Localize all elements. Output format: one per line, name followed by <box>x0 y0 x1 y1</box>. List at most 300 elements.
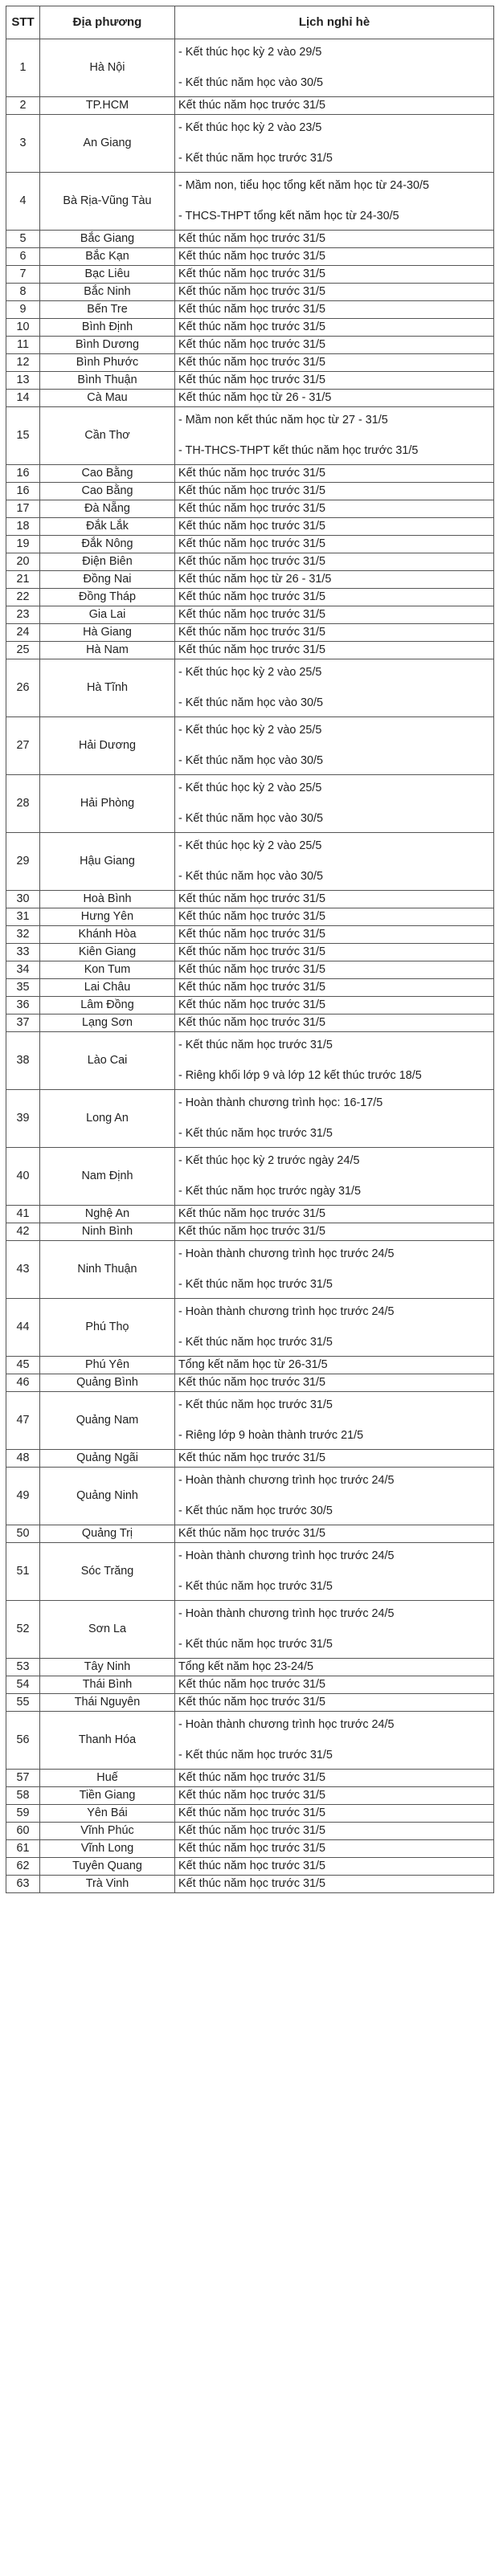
row-schedule <box>175 979 494 997</box>
row-stt: 32 <box>6 926 40 944</box>
row-stt: 21 <box>6 571 40 589</box>
row-schedule <box>175 717 494 775</box>
schedule-line: - Kết thúc học kỳ 2 vào 25/5 <box>178 666 322 680</box>
schedule-line: - Kết thúc năm học vào 30/5 <box>178 811 323 825</box>
table-row <box>6 1450 494 1468</box>
row-schedule <box>175 1241 494 1299</box>
row-stt: 44 <box>6 1299 40 1357</box>
row-locality: Ninh Bình <box>40 1223 175 1241</box>
row-locality: Bắc Ninh <box>40 284 175 301</box>
row-locality: Vĩnh Long <box>40 1840 175 1858</box>
table-row <box>6 1148 494 1206</box>
row-schedule <box>175 115 494 173</box>
row-schedule <box>175 1014 494 1032</box>
row-stt: 60 <box>6 1823 40 1840</box>
row-locality: Quảng Bình <box>40 1374 175 1392</box>
row-stt: 49 <box>6 1468 40 1525</box>
row-schedule <box>175 571 494 589</box>
schedule-line: - Hoàn thành chương trình học trước 24/5 <box>178 1718 395 1732</box>
row-locality: An Giang <box>40 115 175 173</box>
row-stt: 23 <box>6 606 40 624</box>
table-row <box>6 465 494 483</box>
schedule-line: Kết thúc năm học từ 26 - 31/5 <box>178 390 332 404</box>
row-locality: Sơn La <box>40 1601 175 1659</box>
schedule-line: - THCS-THPT tổng kết năm học từ 24-30/5 <box>178 209 399 222</box>
table-row <box>6 944 494 961</box>
schedule-line: Kết thúc năm học trước 31/5 <box>178 1770 326 1784</box>
row-locality: Bạc Liêu <box>40 266 175 284</box>
table-row <box>6 337 494 354</box>
table-row <box>6 1823 494 1840</box>
table-row <box>6 248 494 266</box>
schedule-line: - Hoàn thành chương trình học: 16-17/5 <box>178 1096 383 1110</box>
row-locality: TP.HCM <box>40 97 175 115</box>
table-row <box>6 284 494 301</box>
table-row <box>6 1676 494 1694</box>
row-schedule <box>175 926 494 944</box>
row-stt: 34 <box>6 961 40 979</box>
table-row <box>6 1712 494 1770</box>
row-schedule <box>175 1659 494 1676</box>
row-stt: 12 <box>6 354 40 372</box>
row-schedule <box>175 606 494 624</box>
row-schedule <box>175 518 494 536</box>
row-locality: Kiên Giang <box>40 944 175 961</box>
table-row <box>6 1858 494 1876</box>
row-locality: Hà Nam <box>40 642 175 659</box>
table-row <box>6 571 494 589</box>
row-locality: Bắc Kạn <box>40 248 175 266</box>
row-schedule <box>175 775 494 833</box>
table-row <box>6 1659 494 1676</box>
row-schedule <box>175 891 494 908</box>
row-schedule <box>175 1468 494 1525</box>
row-locality: Nghệ An <box>40 1206 175 1223</box>
table-row <box>6 1357 494 1374</box>
row-schedule <box>175 1823 494 1840</box>
row-stt: 3 <box>6 115 40 173</box>
row-stt: 28 <box>6 775 40 833</box>
schedule-line: Kết thúc năm học trước 31/5 <box>178 231 326 245</box>
table-row <box>6 173 494 231</box>
schedule-line: Kết thúc năm học trước 31/5 <box>178 519 326 533</box>
row-locality: Cần Thơ <box>40 407 175 465</box>
row-stt: 50 <box>6 1525 40 1543</box>
schedule-line: - Riêng lớp 9 hoàn thành trước 21/5 <box>178 1428 364 1442</box>
row-locality: Hoà Bình <box>40 891 175 908</box>
row-stt: 5 <box>6 231 40 248</box>
row-stt: 53 <box>6 1659 40 1676</box>
schedule-line: - Kết thúc năm học trước 31/5 <box>178 1126 333 1140</box>
table-row <box>6 1090 494 1148</box>
row-schedule <box>175 553 494 571</box>
schedule-line: Kết thúc năm học trước 31/5 <box>178 1788 326 1802</box>
schedule-line: - Kết thúc năm học trước 31/5 <box>178 151 333 165</box>
table-row <box>6 354 494 372</box>
row-locality: Thanh Hóa <box>40 1712 175 1770</box>
row-stt: 40 <box>6 1148 40 1206</box>
row-schedule <box>175 536 494 553</box>
row-stt: 20 <box>6 553 40 571</box>
row-stt: 48 <box>6 1450 40 1468</box>
table-row <box>6 717 494 775</box>
schedule-line: Kết thúc năm học trước 31/5 <box>178 1695 326 1708</box>
row-schedule <box>175 1223 494 1241</box>
row-stt: 56 <box>6 1712 40 1770</box>
row-locality: Tây Ninh <box>40 1659 175 1676</box>
table-row <box>6 833 494 891</box>
table-row <box>6 891 494 908</box>
schedule-line: Kết thúc năm học trước 31/5 <box>178 927 326 941</box>
table-row <box>6 231 494 248</box>
table-row <box>6 1206 494 1223</box>
row-schedule <box>175 372 494 390</box>
row-locality: Điện Biên <box>40 553 175 571</box>
row-stt: 26 <box>6 659 40 717</box>
table-row <box>6 997 494 1014</box>
row-stt: 30 <box>6 891 40 908</box>
schedule-line: Kết thúc năm học trước 31/5 <box>178 1677 326 1691</box>
row-locality: Tuyên Quang <box>40 1858 175 1876</box>
row-stt: 14 <box>6 390 40 407</box>
table-row <box>6 319 494 337</box>
row-schedule <box>175 624 494 642</box>
table-row <box>6 1468 494 1525</box>
row-stt: 13 <box>6 372 40 390</box>
header-locality: Địa phương <box>40 6 175 39</box>
row-schedule <box>175 483 494 500</box>
schedule-line: Kết thúc năm học trước 31/5 <box>178 373 326 386</box>
row-locality: Bà Rịa-Vũng Tàu <box>40 173 175 231</box>
summer-break-schedule-table <box>6 6 494 1893</box>
row-stt: 35 <box>6 979 40 997</box>
row-locality: Bình Phước <box>40 354 175 372</box>
schedule-line: Tổng kết năm học 23-24/5 <box>178 1659 313 1673</box>
schedule-line: - Kết thúc học kỳ 2 vào 25/5 <box>178 724 322 737</box>
row-schedule <box>175 301 494 319</box>
table-row <box>6 961 494 979</box>
row-schedule <box>175 1876 494 1893</box>
row-schedule <box>175 1357 494 1374</box>
table-row <box>6 1840 494 1858</box>
row-schedule <box>175 833 494 891</box>
row-schedule <box>175 659 494 717</box>
schedule-line: Kết thúc năm học trước 31/5 <box>178 484 326 497</box>
schedule-line: Kết thúc năm học trước 31/5 <box>178 320 326 333</box>
row-locality: Bến Tre <box>40 301 175 319</box>
header-schedule: Lịch nghỉ hè <box>175 6 494 39</box>
row-locality: Quảng Nam <box>40 1392 175 1450</box>
row-locality: Đồng Tháp <box>40 589 175 606</box>
row-locality: Cao Bằng <box>40 483 175 500</box>
schedule-line: Kết thúc năm học trước 31/5 <box>178 607 326 621</box>
row-locality: Bình Định <box>40 319 175 337</box>
row-schedule <box>175 1676 494 1694</box>
table-row <box>6 553 494 571</box>
schedule-line: - Kết thúc học kỳ 2 vào 25/5 <box>178 839 322 853</box>
table-row <box>6 1374 494 1392</box>
row-schedule <box>175 1206 494 1223</box>
table-header <box>6 6 494 39</box>
table-body <box>6 39 494 1893</box>
row-stt: 4 <box>6 173 40 231</box>
schedule-line: - Hoàn thành chương trình học trước 24/5 <box>178 1474 395 1488</box>
row-locality: Hải Phòng <box>40 775 175 833</box>
row-locality: Lai Châu <box>40 979 175 997</box>
row-locality: Yên Bái <box>40 1805 175 1823</box>
row-locality: Hà Giang <box>40 624 175 642</box>
row-locality: Hưng Yên <box>40 908 175 926</box>
schedule-line: Kết thúc năm học trước 31/5 <box>178 1526 326 1540</box>
table-row <box>6 1805 494 1823</box>
row-schedule <box>175 39 494 97</box>
row-stt: 43 <box>6 1241 40 1299</box>
schedule-line: - Kết thúc năm học vào 30/5 <box>178 869 323 883</box>
header-stt: STT <box>6 6 40 39</box>
table-row <box>6 500 494 518</box>
table-row <box>6 589 494 606</box>
row-stt: 61 <box>6 1840 40 1858</box>
schedule-line: Kết thúc năm học trước 31/5 <box>178 643 326 656</box>
schedule-line: Kết thúc năm học trước 31/5 <box>178 98 326 112</box>
table-row <box>6 642 494 659</box>
schedule-line: - Hoàn thành chương trình học trước 24/5 <box>178 1247 395 1261</box>
table-row <box>6 301 494 319</box>
row-stt: 22 <box>6 589 40 606</box>
row-schedule <box>175 1694 494 1712</box>
schedule-line: - Kết thúc năm học trước ngày 31/5 <box>178 1184 362 1198</box>
row-locality: Vĩnh Phúc <box>40 1823 175 1840</box>
row-locality: Khánh Hòa <box>40 926 175 944</box>
table-row <box>6 390 494 407</box>
row-stt: 25 <box>6 642 40 659</box>
row-schedule <box>175 284 494 301</box>
schedule-line: Kết thúc năm học trước 31/5 <box>178 590 326 603</box>
row-stt: 10 <box>6 319 40 337</box>
row-schedule <box>175 465 494 483</box>
row-locality: Trà Vinh <box>40 1876 175 1893</box>
schedule-line: - Kết thúc học kỳ 2 vào 29/5 <box>178 46 322 59</box>
schedule-line: - Mầm non, tiểu học tổng kết năm học từ 24-30/5 <box>178 179 430 193</box>
row-locality: Đắk Lắk <box>40 518 175 536</box>
table-row <box>6 1032 494 1090</box>
schedule-line: Kết thúc năm học trước 31/5 <box>178 980 326 994</box>
row-schedule <box>175 1712 494 1770</box>
row-stt: 16 <box>6 465 40 483</box>
row-schedule <box>175 266 494 284</box>
row-stt: 2 <box>6 97 40 115</box>
row-locality: Đà Nẵng <box>40 500 175 518</box>
table-row <box>6 1770 494 1787</box>
row-schedule <box>175 1770 494 1787</box>
schedule-line: - Kết thúc năm học trước 31/5 <box>178 1039 333 1052</box>
row-locality: Phú Thọ <box>40 1299 175 1357</box>
schedule-line: Kết thúc năm học trước 31/5 <box>178 945 326 958</box>
table-row <box>6 483 494 500</box>
row-stt: 39 <box>6 1090 40 1148</box>
schedule-line: - Riêng khối lớp 9 và lớp 12 kết thúc trước 18/5 <box>178 1068 422 1082</box>
row-schedule <box>175 1525 494 1543</box>
row-schedule <box>175 1374 494 1392</box>
schedule-line: - Kết thúc năm học trước 31/5 <box>178 1637 333 1651</box>
schedule-line: Kết thúc năm học trước 31/5 <box>178 466 326 480</box>
schedule-line: - Kết thúc năm học trước 30/5 <box>178 1504 333 1517</box>
row-schedule <box>175 944 494 961</box>
row-stt: 41 <box>6 1206 40 1223</box>
row-locality: Bình Thuận <box>40 372 175 390</box>
row-locality: Cà Mau <box>40 390 175 407</box>
row-stt: 54 <box>6 1676 40 1694</box>
table-row <box>6 979 494 997</box>
table-row <box>6 518 494 536</box>
row-locality: Quảng Trị <box>40 1525 175 1543</box>
schedule-line: Kết thúc năm học trước 31/5 <box>178 998 326 1011</box>
row-schedule <box>175 1392 494 1450</box>
schedule-line: Kết thúc năm học trước 31/5 <box>178 1876 326 1890</box>
row-schedule <box>175 908 494 926</box>
row-locality: Lạng Sơn <box>40 1014 175 1032</box>
schedule-line: Kết thúc năm học trước 31/5 <box>178 1206 326 1220</box>
row-stt: 1 <box>6 39 40 97</box>
row-schedule <box>175 337 494 354</box>
schedule-line: Kết thúc năm học trước 31/5 <box>178 537 326 550</box>
row-schedule <box>175 319 494 337</box>
row-locality: Hậu Giang <box>40 833 175 891</box>
row-stt: 18 <box>6 518 40 536</box>
row-locality: Long An <box>40 1090 175 1148</box>
row-stt: 11 <box>6 337 40 354</box>
table-row <box>6 1601 494 1659</box>
schedule-line: - Hoàn thành chương trình học trước 24/5 <box>178 1549 395 1563</box>
row-schedule <box>175 173 494 231</box>
schedule-line: - Kết thúc năm học vào 30/5 <box>178 76 323 89</box>
row-stt: 45 <box>6 1357 40 1374</box>
row-stt: 51 <box>6 1543 40 1601</box>
row-locality: Hà Nội <box>40 39 175 97</box>
row-stt: 42 <box>6 1223 40 1241</box>
row-locality: Quảng Ngãi <box>40 1450 175 1468</box>
header-row <box>6 6 494 39</box>
table-row <box>6 1014 494 1032</box>
row-schedule <box>175 354 494 372</box>
row-stt: 29 <box>6 833 40 891</box>
row-stt: 24 <box>6 624 40 642</box>
row-stt: 52 <box>6 1601 40 1659</box>
schedule-line: Kết thúc năm học trước 31/5 <box>178 284 326 298</box>
row-locality: Bắc Giang <box>40 231 175 248</box>
table-row <box>6 908 494 926</box>
schedule-line: - Kết thúc năm học vào 30/5 <box>178 753 323 767</box>
schedule-line: - Kết thúc học kỳ 2 vào 23/5 <box>178 121 322 135</box>
row-locality: Huế <box>40 1770 175 1787</box>
schedule-line: - Kết thúc năm học trước 31/5 <box>178 1748 333 1762</box>
schedule-line: Kết thúc năm học trước 31/5 <box>178 1015 326 1029</box>
row-schedule <box>175 500 494 518</box>
table-row <box>6 1876 494 1893</box>
row-stt: 63 <box>6 1876 40 1893</box>
row-locality: Sóc Trăng <box>40 1543 175 1601</box>
row-stt: 57 <box>6 1770 40 1787</box>
table-row <box>6 775 494 833</box>
row-stt: 9 <box>6 301 40 319</box>
schedule-line: Kết thúc năm học trước 31/5 <box>178 1806 326 1819</box>
row-locality: Kon Tum <box>40 961 175 979</box>
row-schedule <box>175 407 494 465</box>
row-locality: Quảng Ninh <box>40 1468 175 1525</box>
row-stt: 47 <box>6 1392 40 1450</box>
row-stt: 37 <box>6 1014 40 1032</box>
row-schedule <box>175 1148 494 1206</box>
schedule-line: Kết thúc năm học từ 26 - 31/5 <box>178 572 332 586</box>
schedule-line: - Kết thúc năm học trước 31/5 <box>178 1398 333 1412</box>
schedule-line: - Mầm non kết thúc năm học từ 27 - 31/5 <box>178 414 388 427</box>
row-schedule <box>175 1840 494 1858</box>
row-stt: 27 <box>6 717 40 775</box>
table-row <box>6 1299 494 1357</box>
row-stt: 59 <box>6 1805 40 1823</box>
row-locality: Đắk Nông <box>40 536 175 553</box>
row-schedule <box>175 390 494 407</box>
schedule-line: Kết thúc năm học trước 31/5 <box>178 892 326 905</box>
row-locality: Đồng Nai <box>40 571 175 589</box>
row-stt: 46 <box>6 1374 40 1392</box>
table-row <box>6 624 494 642</box>
row-stt: 62 <box>6 1858 40 1876</box>
schedule-line: Kết thúc năm học trước 31/5 <box>178 302 326 316</box>
row-stt: 8 <box>6 284 40 301</box>
schedule-line: Kết thúc năm học trước 31/5 <box>178 625 326 639</box>
row-locality: Cao Bằng <box>40 465 175 483</box>
table-row <box>6 1223 494 1241</box>
schedule-line: - TH-THCS-THPT kết thúc năm học trước 31/5 <box>178 443 419 457</box>
schedule-line: Kết thúc năm học trước 31/5 <box>178 337 326 351</box>
schedule-line: Kết thúc năm học trước 31/5 <box>178 1859 326 1872</box>
row-schedule <box>175 1032 494 1090</box>
row-stt: 31 <box>6 908 40 926</box>
table-row <box>6 1392 494 1450</box>
table-row <box>6 659 494 717</box>
schedule-line: Kết thúc năm học trước 31/5 <box>178 355 326 369</box>
row-schedule <box>175 1858 494 1876</box>
table-row <box>6 606 494 624</box>
row-stt: 33 <box>6 944 40 961</box>
table-row <box>6 1525 494 1543</box>
row-stt: 36 <box>6 997 40 1014</box>
row-stt: 19 <box>6 536 40 553</box>
table-row <box>6 39 494 97</box>
schedule-line: Kết thúc năm học trước 31/5 <box>178 501 326 515</box>
row-stt: 15 <box>6 407 40 465</box>
row-locality: Lào Cai <box>40 1032 175 1090</box>
row-locality: Ninh Thuận <box>40 1241 175 1299</box>
table-row <box>6 115 494 173</box>
table-row <box>6 1543 494 1601</box>
schedule-line: Kết thúc năm học trước 31/5 <box>178 1375 326 1389</box>
schedule-line: Kết thúc năm học trước 31/5 <box>178 1451 326 1464</box>
table-row <box>6 1241 494 1299</box>
schedule-line: Kết thúc năm học trước 31/5 <box>178 1841 326 1855</box>
table-row <box>6 1787 494 1805</box>
row-locality: Lâm Đồng <box>40 997 175 1014</box>
row-schedule <box>175 1787 494 1805</box>
row-schedule <box>175 231 494 248</box>
row-schedule <box>175 1805 494 1823</box>
schedule-line: Kết thúc năm học trước 31/5 <box>178 554 326 568</box>
table-row <box>6 266 494 284</box>
row-stt: 58 <box>6 1787 40 1805</box>
table-row <box>6 372 494 390</box>
schedule-line: Kết thúc năm học trước 31/5 <box>178 962 326 976</box>
